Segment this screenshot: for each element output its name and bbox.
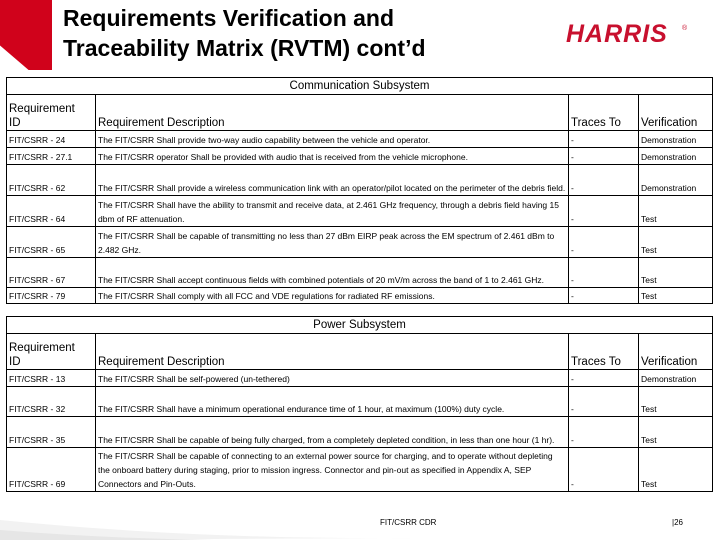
table-cell: FIT/CSRR - 64 [7,196,96,227]
table-row [7,370,713,387]
table-cell: Test [639,387,713,417]
table-cell: Test [639,196,713,227]
table-cell: - [569,131,639,148]
table-cell: - [569,370,639,387]
table-row [7,148,713,165]
table-cell: FIT/CSRR - 65 [7,227,96,258]
col-header-desc: Requirement Description [96,95,569,131]
table-cell: The FIT/CSRR Shall be capable of connecting to an external power source for charging, and to operate without depleting the onboard battery during staging, prior to mission ingress. Connector and pin-out as specified in Appendix A, SEP Connectors and Pin-Outs. [96,448,569,492]
col-header-traces: Traces To [569,334,639,370]
table-cell: The FIT/CSRR Shall accept continuous fields with combined potentials of 20 mV/m across the band of 1 to 2.461 GHz. [96,258,569,288]
table-cell: - [569,165,639,196]
logo-mark: ® [682,25,688,32]
power-section-title: Power Subsystem [7,317,713,334]
table-cell: The FIT/CSRR Shall comply with all FCC and VDE regulations for radiated RF emissions. [96,288,569,304]
table-cell: - [569,417,639,448]
page-title [63,3,426,63]
table-row [7,196,713,227]
table-cell: The FIT/CSRR Shall provide two-way audio capability between the vehicle and operator. [96,131,569,148]
power-table [6,316,713,492]
table-cell: The FIT/CSRR Shall have a minimum operational endurance time of 1 hour, at maximum (100%) duty cycle. [96,387,569,417]
col-header-id: Requirement ID [7,334,96,370]
table-cell: FIT/CSRR - 35 [7,417,96,448]
comm-table [6,77,713,304]
table-cell: The FIT/CSRR Shall provide a wireless communication link with an operator/pilot located on the perimeter of the debris field. [96,165,569,196]
table-cell: FIT/CSRR - 67 [7,258,96,288]
table-cell: - [569,288,639,304]
table-row [7,258,713,288]
table-row [7,227,713,258]
table-cell: FIT/CSRR - 27.1 [7,148,96,165]
table-cell: - [569,258,639,288]
table-cell: The FIT/CSRR Shall have the ability to transmit and receive data, at 2.461 GHz frequency, through a debris field having 15 dbm of RF attenuation. [96,196,569,227]
col-header-verification: Verification [639,95,713,131]
table-cell: FIT/CSRR - 69 [7,448,96,492]
logo-text: HARRIS [566,20,668,48]
table-cell: The FIT/CSRR operator Shall be provided with audio that is received from the vehicle microphone. [96,148,569,165]
table-cell: - [569,387,639,417]
table-cell: The FIT/CSRR Shall be capable of transmitting no less than 27 dBm EIRP peak across the EM spectrum of 2.461 dBm to 2.482 GHz. [96,227,569,258]
table-cell: Test [639,227,713,258]
table-cell: Test [639,417,713,448]
table-cell: Demonstration [639,148,713,165]
col-header-id: Requirement ID [7,95,96,131]
table-cell: - [569,148,639,165]
table-row [7,131,713,148]
table-cell: - [569,448,639,492]
table-cell: Demonstration [639,131,713,148]
corner-accent [0,0,52,70]
table-cell: Test [639,258,713,288]
table-cell: The FIT/CSRR Shall be self-powered (un-tethered) [96,370,569,387]
title-line-2: Traceability Matrix (RVTM) cont’d [63,35,426,61]
table-cell: FIT/CSRR - 13 [7,370,96,387]
table-cell: FIT/CSRR - 79 [7,288,96,304]
table-cell: The FIT/CSRR Shall be capable of being fully charged, from a completely depleted condition, in less than one hour (1 hr). [96,417,569,448]
col-header-desc: Requirement Description [96,334,569,370]
table-row [7,387,713,417]
col-header-traces: Traces To [569,95,639,131]
footer-label: FIT/CSRR CDR [380,518,437,527]
table-row [7,165,713,196]
comm-section-title: Communication Subsystem [7,78,713,95]
title-line-1: Requirements Verification and [63,5,395,31]
table-cell: Test [639,448,713,492]
table-cell: Test [639,288,713,304]
table-cell: - [569,196,639,227]
table-cell: - [569,227,639,258]
table-cell: Demonstration [639,370,713,387]
harris-logo [564,18,694,50]
table-cell: FIT/CSRR - 32 [7,387,96,417]
table-row [7,448,713,492]
col-header-verification: Verification [639,334,713,370]
page-number: |26 [672,518,683,527]
table-cell: FIT/CSRR - 62 [7,165,96,196]
table-cell: FIT/CSRR - 24 [7,131,96,148]
table-row [7,417,713,448]
table-cell: Demonstration [639,165,713,196]
footer-swoosh [0,500,720,540]
table-row [7,288,713,304]
